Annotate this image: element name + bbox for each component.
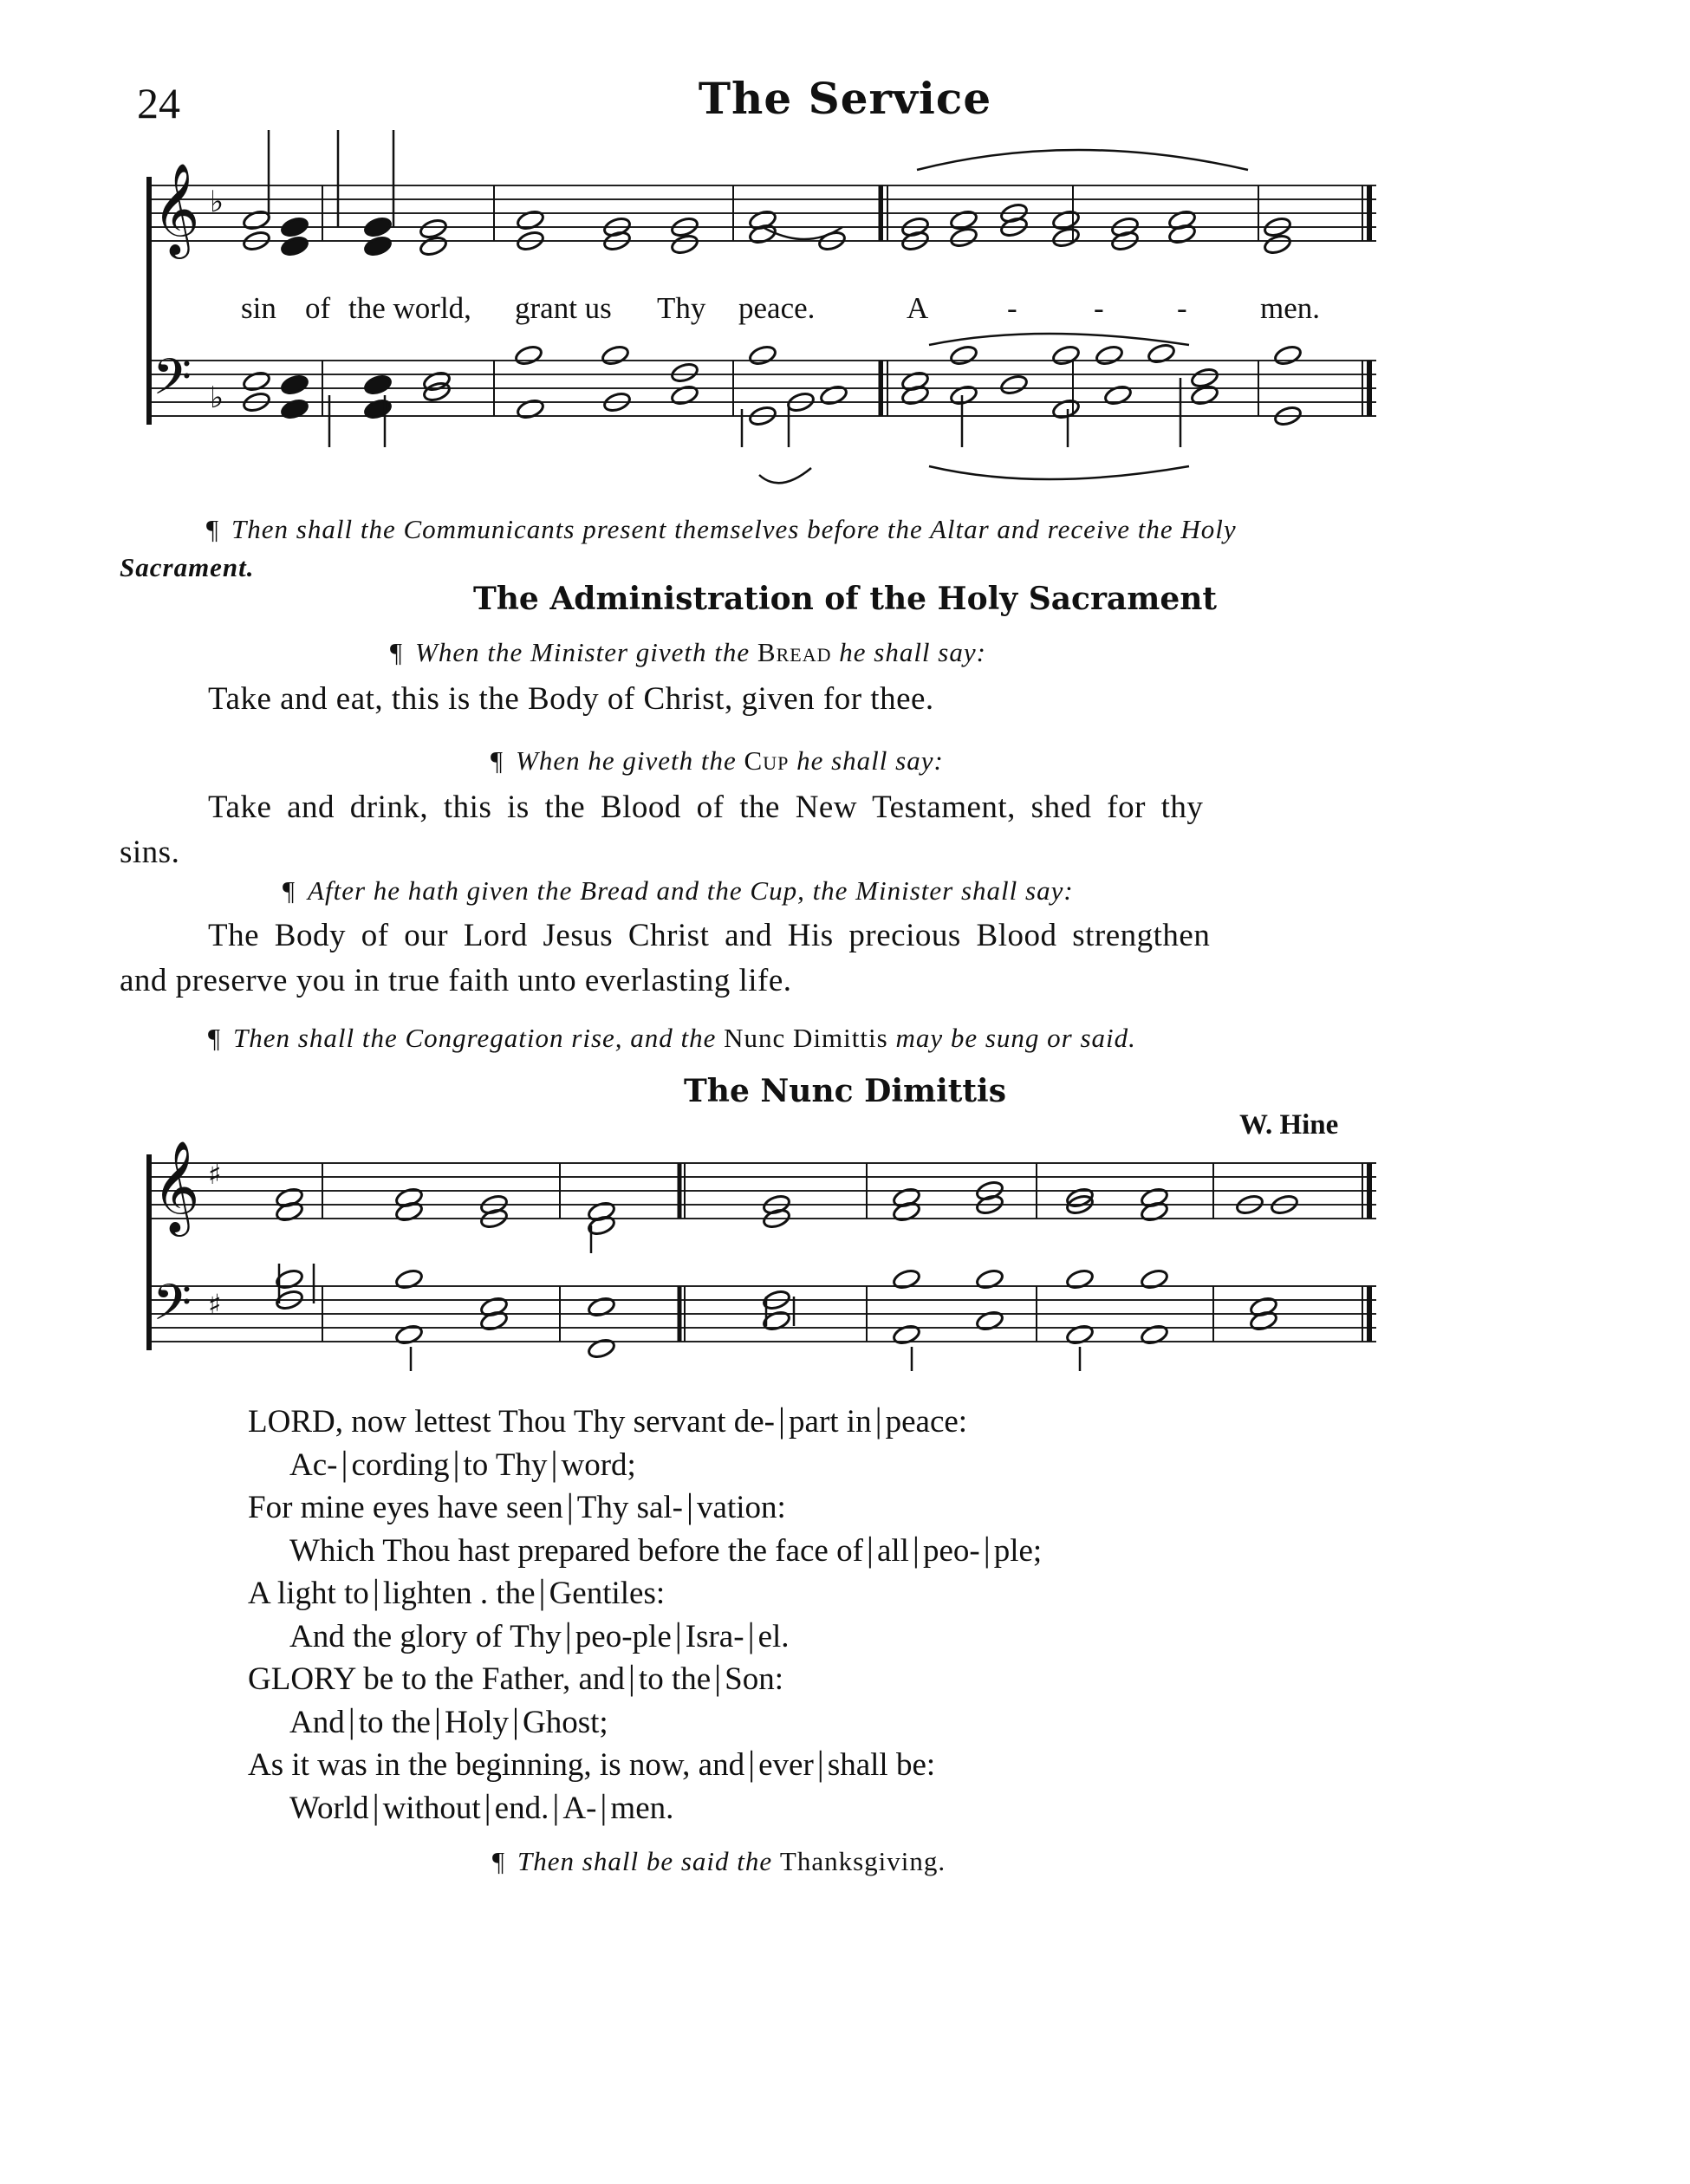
chant-line-3 bbox=[248, 1485, 786, 1526]
chant-line-9 bbox=[248, 1743, 935, 1784]
chant-segment: ever bbox=[758, 1747, 814, 1783]
chant-segment: to Thy bbox=[463, 1446, 548, 1483]
note bbox=[587, 1296, 616, 1318]
chant-bar: | bbox=[566, 1486, 574, 1525]
chant-segment: LORD, now lettest Thou Thy servant de- bbox=[248, 1404, 776, 1440]
key-flat: ♭ bbox=[210, 380, 224, 415]
chant-bar: | bbox=[564, 1615, 572, 1654]
note bbox=[975, 1268, 1004, 1290]
chant-segment: without bbox=[382, 1790, 481, 1826]
chant-line-6 bbox=[289, 1615, 790, 1655]
chant-segment: peo- bbox=[922, 1532, 980, 1569]
chant-bar: | bbox=[550, 1443, 558, 1483]
chant-bar: | bbox=[983, 1529, 991, 1569]
note bbox=[1140, 1268, 1169, 1290]
chant-segment: part in bbox=[789, 1404, 872, 1440]
rubric-text: When the Minister giveth the bbox=[415, 637, 751, 667]
chant-segment: As it was in the beginning, is now, and bbox=[248, 1747, 745, 1783]
rubric-smallcaps: Cup bbox=[744, 745, 790, 776]
rubric-roman: Thanksgiving. bbox=[779, 1846, 946, 1876]
words-dismissal: The Body of our Lord Jesus Christ and His precious Blood strengthen bbox=[208, 918, 1211, 953]
chant-segment: shall be: bbox=[827, 1747, 936, 1783]
note bbox=[394, 1268, 424, 1290]
chant-bar: | bbox=[372, 1786, 380, 1826]
chant-line-2 bbox=[289, 1443, 636, 1484]
chant-bar: | bbox=[348, 1700, 355, 1740]
pilcrow: ¶ bbox=[208, 1023, 222, 1053]
lyric-3: the world, bbox=[348, 291, 471, 325]
rubric-text: Then shall the Congregation rise, and the bbox=[233, 1023, 717, 1053]
chant-line-5 bbox=[248, 1571, 665, 1612]
chant-line-4 bbox=[289, 1529, 1042, 1570]
chant-segment: ple; bbox=[993, 1532, 1043, 1569]
rubric-roman: Nunc Dimittis bbox=[724, 1023, 888, 1053]
chant-segment: cording bbox=[351, 1446, 450, 1483]
chant-line-1 bbox=[248, 1400, 967, 1440]
chant-line-7 bbox=[248, 1657, 783, 1698]
chant-bar: | bbox=[538, 1572, 546, 1611]
page-number: 24 bbox=[137, 79, 180, 127]
chant-segment: men. bbox=[610, 1790, 674, 1826]
chant-bar: | bbox=[912, 1529, 920, 1569]
chant-segment: peo-ple bbox=[575, 1618, 672, 1654]
chant-segment: el. bbox=[757, 1618, 790, 1654]
chant-segment: Which Thou hast prepared before the face of bbox=[289, 1532, 863, 1569]
key-flat: ♭ bbox=[210, 185, 224, 219]
chant-segment: Holy bbox=[445, 1704, 509, 1740]
chant-segment: A light to bbox=[248, 1576, 369, 1611]
rubric-text: After he hath given the Bread and the Cup, the Minister shall say: bbox=[308, 875, 1074, 906]
section-heading-nunc-dimittis: The Nunc Dimittis bbox=[684, 1073, 1006, 1109]
lyric-11: men. bbox=[1260, 291, 1321, 325]
chant-segment: word; bbox=[561, 1446, 636, 1483]
note bbox=[975, 1310, 1004, 1332]
chant-segment: Isra- bbox=[685, 1618, 744, 1654]
chant-bar: | bbox=[600, 1786, 608, 1826]
pilcrow: ¶ bbox=[492, 1846, 506, 1876]
chant-segment: Gentiles: bbox=[549, 1576, 666, 1611]
lyric-7: A bbox=[907, 291, 929, 325]
chant-segment: A- bbox=[562, 1790, 597, 1826]
note bbox=[892, 1268, 921, 1290]
bass-clef: 𝄢 bbox=[153, 1273, 192, 1344]
chant-segment: to the bbox=[638, 1661, 712, 1697]
words-dismissal-cont: and preserve you in true faith unto everlasting life. bbox=[120, 963, 792, 998]
chant-segment: end. bbox=[494, 1790, 549, 1826]
chant-bar: | bbox=[748, 1744, 756, 1783]
key-sharp: ♯ bbox=[208, 1158, 222, 1191]
chant-bar: | bbox=[433, 1700, 441, 1740]
chant-bar: | bbox=[747, 1615, 755, 1654]
chant-bar: | bbox=[452, 1443, 460, 1483]
lyric-10: - bbox=[1177, 291, 1187, 325]
chant-bar: | bbox=[866, 1529, 874, 1569]
rubric-smallcaps: Bread bbox=[757, 637, 832, 667]
chant-segment: lighten . the bbox=[382, 1576, 536, 1611]
lyric-5: Thy bbox=[657, 291, 706, 325]
chant-segment: Ac- bbox=[289, 1446, 338, 1483]
chant-bar: | bbox=[512, 1700, 520, 1740]
rubric-text: may be sung or said. bbox=[895, 1023, 1136, 1053]
pilcrow: ¶ bbox=[390, 637, 404, 667]
chant-segment: And the glory of Thy bbox=[289, 1618, 562, 1654]
rubric-text: Then shall be said the bbox=[517, 1846, 773, 1876]
running-head: The Service bbox=[698, 73, 992, 124]
treble-clef: 𝄞 bbox=[153, 1140, 200, 1232]
lyric-1: sin bbox=[241, 291, 276, 325]
treble-clef: 𝄞 bbox=[153, 162, 200, 255]
chant-segment: all bbox=[876, 1532, 909, 1569]
chant-segment: For mine eyes have seen bbox=[248, 1490, 563, 1525]
chant-bar: | bbox=[874, 1401, 882, 1440]
chant-segment: vation: bbox=[697, 1490, 786, 1525]
chant-segment: Thy sal- bbox=[576, 1490, 684, 1525]
lyric-6: peace. bbox=[738, 291, 816, 325]
rubric-text: he shall say: bbox=[839, 637, 986, 667]
chant-line-10 bbox=[289, 1786, 673, 1827]
section-heading-administration: The Administration of the Holy Sacrament bbox=[472, 581, 1218, 617]
note bbox=[1065, 1323, 1095, 1346]
rubric-thanksgiving bbox=[492, 1846, 946, 1877]
words-bread: Take and eat, this is the Body of Christ, given for thee. bbox=[208, 681, 934, 717]
chant-segment: Ghost; bbox=[523, 1704, 608, 1740]
note bbox=[587, 1337, 616, 1360]
lyric-9: - bbox=[1094, 291, 1104, 325]
chant-line-8 bbox=[289, 1700, 608, 1741]
chant-segment: GLORY be to the Father, and bbox=[248, 1661, 625, 1697]
key-sharp: ♯ bbox=[208, 1288, 222, 1321]
pilcrow: ¶ bbox=[491, 745, 504, 776]
lyric-8: - bbox=[1007, 291, 1017, 325]
chant-bar: | bbox=[674, 1615, 682, 1654]
pilcrow: ¶ bbox=[283, 875, 296, 906]
chant-segment: to the bbox=[358, 1704, 431, 1740]
note bbox=[892, 1323, 921, 1346]
note bbox=[394, 1323, 424, 1346]
chant-bar: | bbox=[484, 1786, 491, 1826]
rubric-text: Then shall the Communicants present themselves before the Altar and receive the Holy bbox=[231, 514, 1237, 544]
chant-segment: And bbox=[289, 1704, 345, 1740]
chant-bar: | bbox=[778, 1401, 786, 1440]
chant-bar: | bbox=[686, 1486, 694, 1525]
lyric-4: grant us bbox=[515, 291, 612, 325]
rubric-text: he shall say: bbox=[796, 745, 944, 776]
chant-bar: | bbox=[627, 1658, 635, 1697]
bass-clef: 𝄢 bbox=[153, 348, 192, 419]
rubric-text: When he giveth the bbox=[516, 745, 737, 776]
words-cup-cont: sins. bbox=[120, 835, 180, 870]
rubric-communicants-cont: Sacrament. bbox=[120, 552, 255, 582]
note bbox=[1065, 1268, 1095, 1290]
pilcrow: ¶ bbox=[206, 514, 220, 544]
chant-segment: peace: bbox=[885, 1404, 968, 1440]
chant-segment: Son: bbox=[725, 1661, 784, 1697]
lyric-2: of bbox=[305, 291, 331, 325]
chant-segment: World bbox=[289, 1790, 369, 1826]
chant-bar: | bbox=[341, 1443, 348, 1483]
words-cup: Take and drink, this is the Blood of the New Testament, shed for thy bbox=[208, 790, 1204, 825]
composer: W. Hine bbox=[1239, 1109, 1339, 1141]
chant-bar: | bbox=[552, 1786, 560, 1826]
chant-bar: | bbox=[714, 1658, 722, 1697]
chant-bar: | bbox=[816, 1744, 824, 1783]
chant-bar: | bbox=[372, 1572, 380, 1611]
note bbox=[1140, 1323, 1169, 1346]
